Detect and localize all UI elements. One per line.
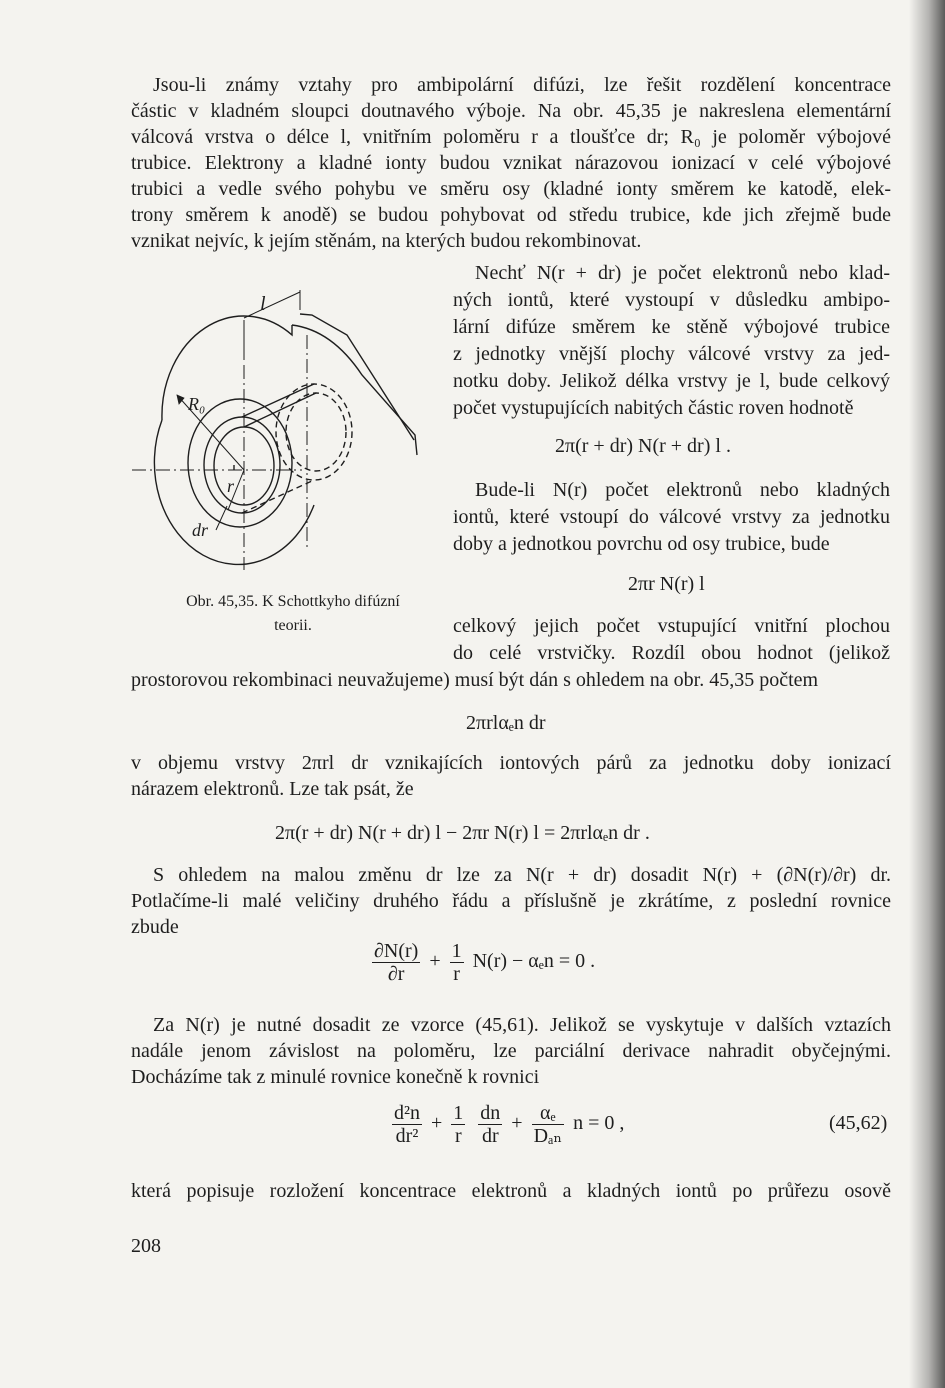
fraction-1-r-b: $\frac{1}{r}$ [453, 1102, 464, 1147]
equation-ion-pairs: 2πrlαₑn dr [466, 712, 546, 734]
label-r: r [227, 476, 235, 496]
para5-line2: nárazem elektronů. Lze tak psát, že [131, 778, 414, 800]
para1-line4: trubice. Elektrony a kladné ionty budou vznikat nárazovou ionizací v celé výbojové [131, 152, 891, 174]
figure-cylinder-diagram [132, 280, 432, 585]
equation-inflow: 2πr N(r) l [628, 573, 705, 595]
equation-number: (45,62) [829, 1112, 888, 1134]
para8-line1: která popisuje rozložení koncentrace elektronů a kladných iontů po průřezu osově [131, 1180, 891, 1202]
fraction-1-r: $\frac{1}{r}$ [451, 940, 462, 985]
para3-line1: Bude-li N(r) počet elektronů nebo kladných [475, 479, 890, 501]
para5-line1: v objemu vrstvy 2πrl dr vznikajících iontových párů za jednotku doby ionizací [131, 752, 891, 774]
figure-caption [148, 590, 438, 638]
fraction-alpha-D: $\frac{\text{αₑ}}{\text{Dₐₙ}}$ [533, 1102, 563, 1147]
fraction-d2n-dr2: $\frac{\text{d²n}}{\text{dr²}}$ [394, 1102, 420, 1147]
equation-45-62: $\frac{\text{d²n}}{\text{dr²}}$ + $\frac{1}{r}$ $\frac{dn}{dr}$ + $\frac{\text{αₑ}}{\text{Dₐₙ}}$ n = 0 , [394, 1102, 625, 1147]
para7-line1: Za N(r) je nutné dosadit ze vzorce (45,61). Jelikož se vyskytuje v dalších vztazích [153, 1014, 891, 1036]
para2-line3: lární difúze směrem ke stěně výbojové trubice [453, 316, 890, 338]
fraction-dn-dr: $\frac{dn}{dr}$ [480, 1102, 501, 1147]
figure-caption-line1: Obr. 45,35. K Schottkyho difúzní [186, 593, 400, 610]
para2-line5: notku doby. Jelikož délka vrstvy je l, bude celkový [453, 370, 890, 392]
para1-line2: částic v kladném sloupci doutnavého výboje. Na obr. 45,35 je nakreslena elementární [131, 100, 891, 122]
para2-line1: Nechť N(r + dr) je počet elektronů nebo klad- [475, 262, 890, 284]
para3-line3: doby a jednotkou povrchu od osy trubice, bude [453, 533, 830, 555]
label-dr: dr [192, 520, 209, 540]
para6-line1: S ohledem na malou změnu dr lze za N(r + dr) dosadit N(r) + (∂N(r)/∂r) dr. [153, 864, 891, 886]
equation-differential-partial: $\frac{\partial N(r)}{\partial r}$ + $\frac{1}{r}$ N(r) − αₑn = 0 . [374, 940, 596, 985]
equation-outflow: 2π(r + dr) N(r + dr) l . [555, 435, 731, 457]
figure-caption-line2: teorii. [274, 617, 312, 634]
para7-line3: Docházíme tak z minulé rovnice konečně k rovnici [131, 1066, 540, 1088]
label-l: l [260, 293, 266, 315]
para3-line2: iontů, které vstoupí do válcové vrstvy za jednotku [453, 506, 890, 528]
para1-line7: vznikat nejvíc, k jejím stěnám, na kterých budou rekombinovat. [131, 230, 642, 252]
para4-line3: prostorovou rekombinaci neuvažujeme) musí být dán s ohledem na obr. 45,35 počtem [131, 669, 819, 691]
page-number: 208 [131, 1235, 161, 1257]
fraction-dN-dr: $\frac{\partial N(r)}{\partial r}$ [374, 940, 419, 985]
para1-line1: Jsou-li známy vztahy pro ambipolární difúzi, lze řešit rozdělení koncentrace [153, 74, 891, 96]
para1-line5: trubici a vedle svého pohybu ve směru osy (kladné ionty směrem ke katodě, elek- [131, 178, 891, 200]
para4-line2: do celé vrstvičky. Rozdíl obou hodnot (jelikož [453, 642, 890, 664]
para6-line2: Potlačíme-li malé veličiny druhého řádu a příslušně je zkrátíme, z poslední rovnice [131, 890, 891, 912]
para4-line1: celkový jejich počet vstupující vnitřní plochou [453, 615, 890, 637]
page-edge-shadow [909, 0, 945, 1388]
para2-line6: počet vystupujících nabitých částic roven hodnotě [453, 397, 854, 419]
equation-balance: 2π(r + dr) N(r + dr) l − 2πr N(r) l = 2πrlαₑn dr . [275, 822, 650, 844]
para2-line2: ných iontů, které vystoupí v důsledku ambipo- [453, 289, 890, 311]
para2-line4: z jednotky vnější plochy válcové vrstvy za jed- [453, 343, 890, 365]
para1-line3: válcová vrstva o délce l, vnitřním poloměru r a tloušťce dr; R₀ je poloměr výbojové [131, 126, 891, 148]
para1-line6: trony směrem k anodě) se budou pohybovat od středu trubice, kde jich zřejmě bude [131, 204, 891, 226]
para6-line3: zbude [131, 916, 179, 938]
label-R0: R₀ [188, 394, 206, 414]
para7-line2: nadále jenom závislost na poloměru, lze parciální derivace nahradit obyčejnými. [131, 1040, 891, 1062]
